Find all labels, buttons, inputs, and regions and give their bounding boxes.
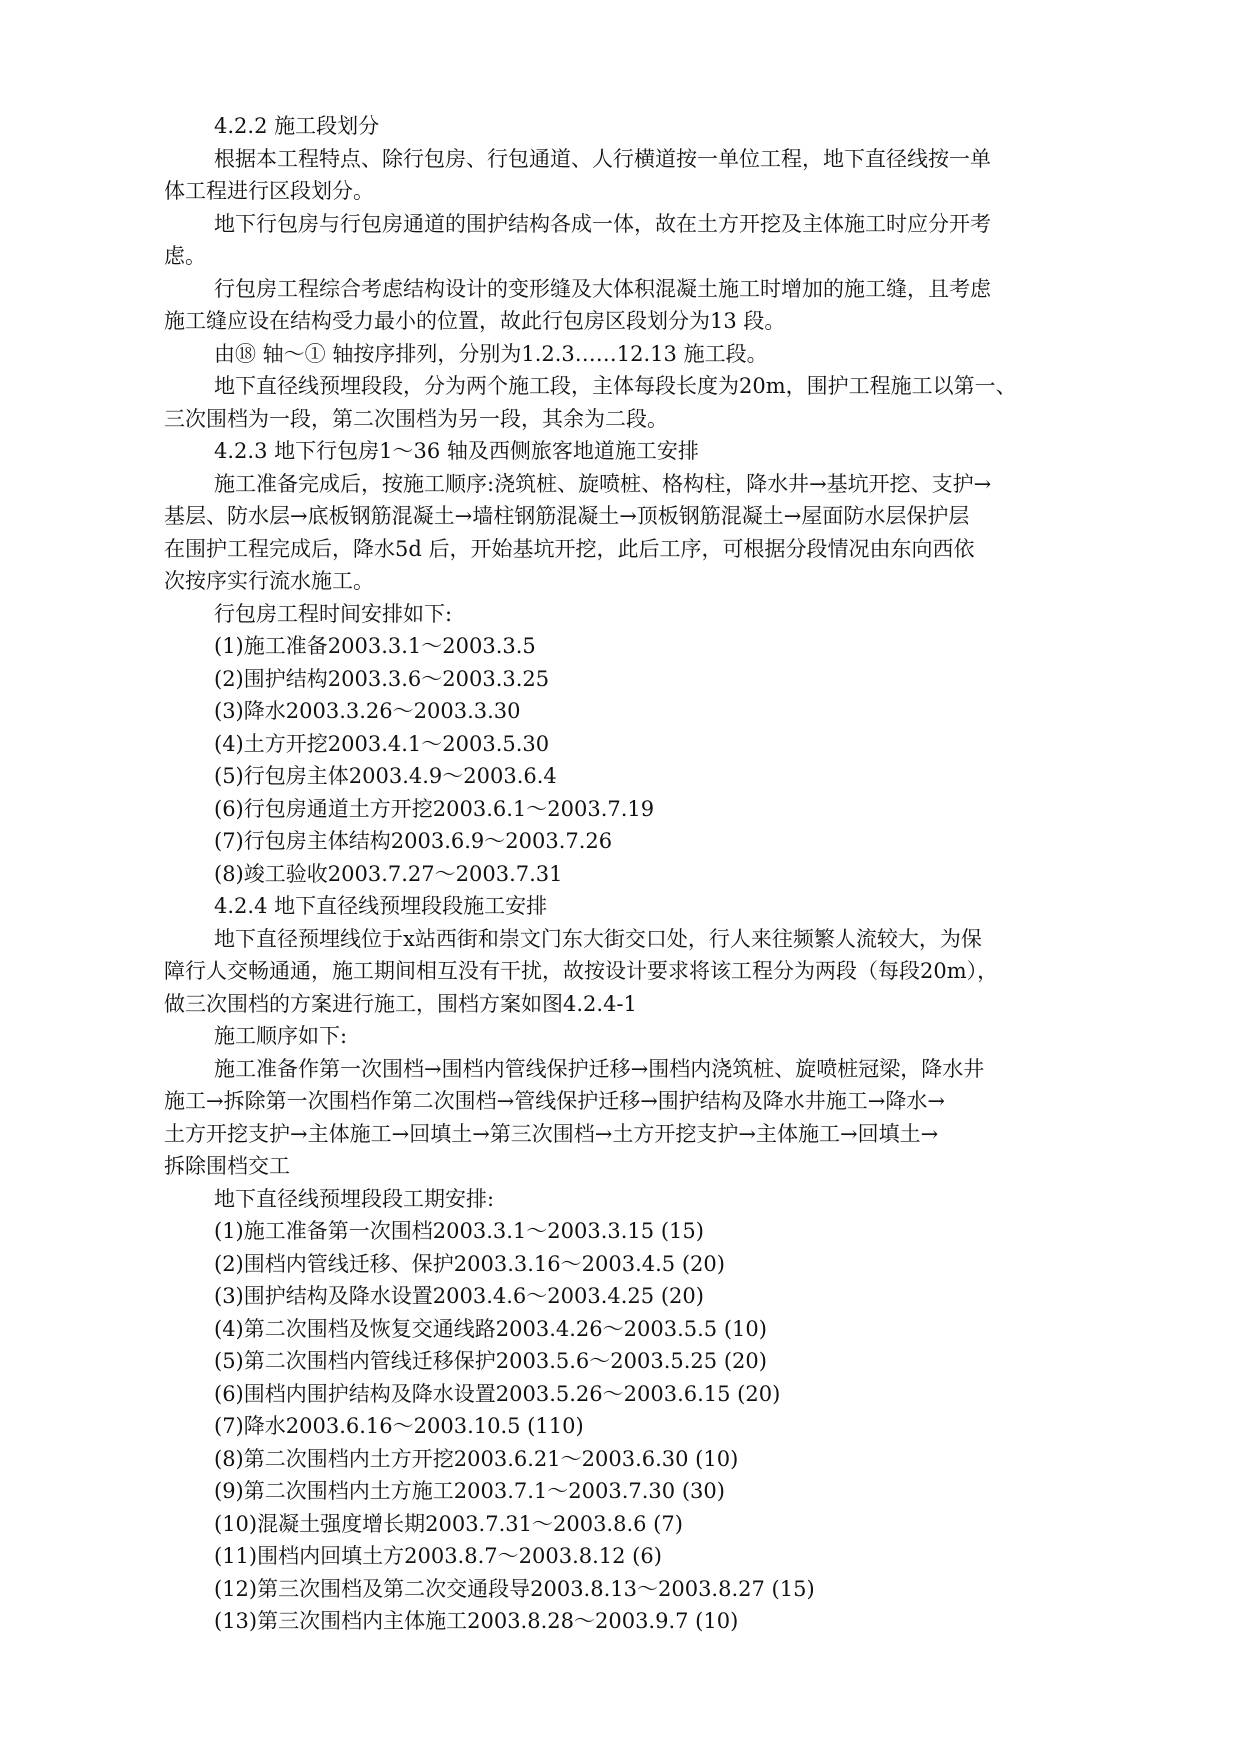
text-line: (1)施工准备2003.3.1～2003.3.5 <box>214 634 536 658</box>
text-line: 行包房工程时间安排如下: <box>214 601 453 626</box>
text-line: (6)行包房通道土方开挖2003.6.1～2003.7.19 <box>214 796 655 821</box>
text-line: 地下直径预埋线位于x站西街和崇文门东大街交口处，行人来往频繁人流较大，为保 <box>214 926 982 951</box>
text-line: 施工→拆除第一次围档作第二次围档→管线保护迁移→围护结构及降水井施工→降水→ <box>164 1089 945 1113</box>
text-line: (4)第二次围档及恢复交通线路2003.4.26～2003.5.5 (10) <box>214 1316 767 1341</box>
text-line: (12)第三次围档及第二次交通段导2003.8.13～2003.8.27 (15) <box>214 1576 815 1601</box>
text-line: 施工准备完成后，按施工顺序:浇筑桩、旋喷桩、格构柱，降水井→基坑开挖、支护→ <box>214 471 992 496</box>
text-line: 地下直径线预埋段段工期安排: <box>214 1186 495 1211</box>
text-line: (10)混凝土强度增长期2003.7.31～2003.8.6 (7) <box>214 1511 683 1536</box>
text-line: 次按序实行流水施工。 <box>164 569 374 593</box>
text-line: (11)围档内回填土方2003.8.7～2003.8.12 (6) <box>214 1544 662 1568</box>
text-line: 施工准备作第一次围档→围档内管线保护迁移→围档内浇筑桩、旋喷桩冠梁，降水井 <box>214 1056 985 1081</box>
text-line: 土方开挖支护→主体施工→回填土→第三次围档→土方开挖支护→主体施工→回填土→ <box>164 1121 939 1146</box>
text-line: (4)土方开挖2003.4.1～2003.5.30 <box>214 731 550 756</box>
text-line: 由⑱ 轴～① 轴按序排列，分别为1.2.3……12.13 施工段。 <box>214 341 768 366</box>
text-line: 三次围档为一段，第二次围档为另一段，其余为二段。 <box>164 406 668 431</box>
text-line: 拆除围档交工 <box>164 1154 290 1178</box>
text-line: (9)第二次围档内土方施工2003.7.1～2003.7.30 (30) <box>214 1479 725 1503</box>
text-line: (5)行包房主体2003.4.9～2003.6.4 <box>214 764 557 788</box>
text-line: 虑。 <box>164 244 206 268</box>
text-line: (13)第三次围档内主体施工2003.8.28～2003.9.7 (10) <box>214 1609 739 1633</box>
text-line: 4.2.3 地下行包房1～36 轴及西侧旅客地道施工安排 <box>214 439 699 463</box>
text-line: (3)降水2003.3.26～2003.3.30 <box>214 699 521 723</box>
text-line: (7)行包房主体结构2003.6.9～2003.7.26 <box>214 829 613 853</box>
text-line: (1)施工准备第一次围档2003.3.1～2003.3.15 (15) <box>214 1219 704 1243</box>
text-line: (8)竣工验收2003.7.27～2003.7.31 <box>214 861 563 886</box>
text-line: 地下行包房与行包房通道的围护结构各成一体，故在土方开挖及主体施工时应分开考 <box>214 211 991 236</box>
text-line: 行包房工程综合考虑结构设计的变形缝及大体积混凝土施工时增加的施工缝，且考虑 <box>214 276 991 301</box>
text-line: (7)降水2003.6.16～2003.10.5 (110) <box>214 1414 584 1438</box>
text-line: 地下直径线预埋段段，分为两个施工段，主体每段长度为20m，围护工程施工以第一、 <box>214 374 1017 398</box>
text-line: 障行人交畅通通，施工期间相互没有干扰，故按设计要求将该工程分为两段（每段20m）， <box>164 959 999 983</box>
text-line: 施工顺序如下: <box>214 1024 348 1048</box>
text-line: (6)围档内围护结构及降水设置2003.5.26～2003.6.15 (20) <box>214 1381 781 1406</box>
text-line: 基层、防水层→底板钢筋混凝土→墙柱钢筋混凝土→顶板钢筋混凝土→屋面防水层保护层 <box>164 504 970 528</box>
document-body <box>164 110 1124 1638</box>
text-line: 在围护工程完成后，降水5d 后，开始基坑开挖，此后工序，可根据分段情况由东向西依 <box>164 536 975 561</box>
text-line: 体工程进行区段划分。 <box>164 179 374 203</box>
text-line: (2)围档内管线迁移、保护2003.3.16～2003.4.5 (20) <box>214 1251 725 1276</box>
text-line: (3)围护结构及降水设置2003.4.6～2003.4.25 (20) <box>214 1284 704 1308</box>
text-line: (5)第二次围档内管线迁移保护2003.5.6～2003.5.25 (20) <box>214 1349 767 1373</box>
text-line: (8)第二次围档内土方开挖2003.6.21～2003.6.30 (10) <box>214 1446 739 1471</box>
text-line: 4.2.2 施工段划分 <box>214 114 380 138</box>
text-line: 施工缝应设在结构受力最小的位置，故此行包房区段划分为13 段。 <box>164 309 786 333</box>
text-line: 根据本工程特点、除行包房、行包通道、人行横道按一单位工程，地下直径线按一单 <box>214 146 991 171</box>
text-line: 做三次围档的方案进行施工，围档方案如图4.2.4-1 <box>164 991 637 1016</box>
text-line: (2)围护结构2003.3.6～2003.3.25 <box>214 666 550 691</box>
text-line: 4.2.4 地下直径线预埋段段施工安排 <box>214 894 548 918</box>
